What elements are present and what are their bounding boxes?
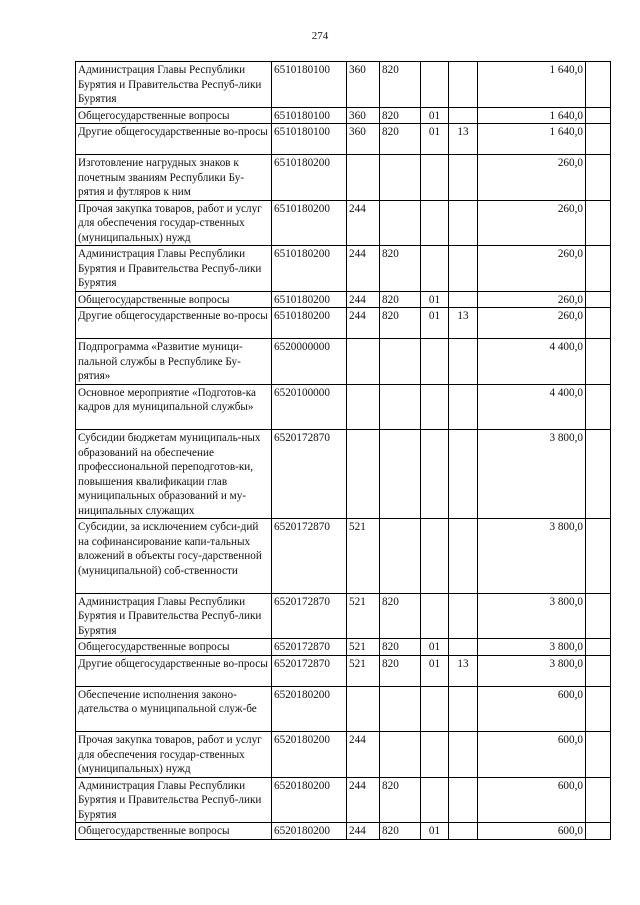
- row-sum-cell: 3 800,0: [478, 519, 586, 594]
- row-pr-cell: [449, 107, 478, 124]
- row-name-cell: Прочая закупка товаров, работ и услуг для обеспечения государ-ственных (муниципальных) нужд: [76, 200, 272, 246]
- row-sum-cell: 600,0: [478, 686, 586, 732]
- row-rz-cell: [421, 200, 449, 246]
- row-rz-cell: [421, 62, 449, 108]
- row-sum-cell: 600,0: [478, 777, 586, 823]
- row-csr-cell: 6510180100: [272, 107, 347, 124]
- table-row: [76, 62, 611, 108]
- row-name-cell: Субсидии бюджетам муниципаль-ных образований на обеспечение профессиональной переподготов-ки, повышения квалификации глав муниципальных образований и му-ниципальных служащих: [76, 430, 272, 519]
- row-sum-cell: 260,0: [478, 291, 586, 308]
- row-vr-cell: 521: [347, 519, 380, 594]
- row-empty-cell: [586, 823, 611, 840]
- row-pr-cell: [449, 639, 478, 656]
- table-row: [76, 291, 611, 308]
- table-row: [76, 107, 611, 124]
- row-empty-cell: [586, 246, 611, 292]
- row-csr-cell: 6510180100: [272, 124, 347, 155]
- row-empty-cell: [586, 339, 611, 385]
- row-csr-cell: 6510180100: [272, 62, 347, 108]
- row-name-cell: Администрация Главы Республики Бурятия и Правительства Респуб-лики Бурятия: [76, 593, 272, 639]
- row-name-cell: Подпрограмма «Развитие муници-пальной службы в Республике Бу-рятия»: [76, 339, 272, 385]
- table-body: [76, 62, 611, 840]
- row-name-cell: Общегосударственные вопросы: [76, 639, 272, 656]
- row-sum-cell: 3 800,0: [478, 639, 586, 656]
- row-csr-cell: 6520172870: [272, 593, 347, 639]
- row-grbs-cell: 820: [380, 124, 421, 155]
- row-rz-cell: [421, 384, 449, 430]
- table-row: [76, 339, 611, 385]
- row-pr-cell: [449, 200, 478, 246]
- row-vr-cell: 360: [347, 107, 380, 124]
- row-pr-cell: [449, 732, 478, 778]
- row-name-cell: Основное мероприятие «Подготов-ка кадров для муниципальной службы»: [76, 384, 272, 430]
- row-vr-cell: 521: [347, 593, 380, 639]
- row-csr-cell: 6520180200: [272, 732, 347, 778]
- row-empty-cell: [586, 62, 611, 108]
- row-vr-cell: 244: [347, 200, 380, 246]
- row-grbs-cell: [380, 384, 421, 430]
- row-rz-cell: 01: [421, 308, 449, 339]
- row-grbs-cell: 820: [380, 62, 421, 108]
- row-sum-cell: 1 640,0: [478, 62, 586, 108]
- row-pr-cell: [449, 777, 478, 823]
- row-sum-cell: 600,0: [478, 732, 586, 778]
- row-empty-cell: [586, 384, 611, 430]
- row-grbs-cell: 820: [380, 107, 421, 124]
- row-empty-cell: [586, 519, 611, 594]
- row-name-cell: Другие общегосударственные во-просы: [76, 308, 272, 339]
- row-name-cell: Обеспечение исполнения законо-дательства о муниципальной служ-бе: [76, 686, 272, 732]
- row-pr-cell: [449, 823, 478, 840]
- row-rz-cell: [421, 246, 449, 292]
- row-grbs-cell: 820: [380, 593, 421, 639]
- table-row: [76, 639, 611, 656]
- table-row: [76, 655, 611, 686]
- row-sum-cell: 4 400,0: [478, 339, 586, 385]
- row-grbs-cell: [380, 339, 421, 385]
- row-empty-cell: [586, 430, 611, 519]
- table-row: [76, 430, 611, 519]
- row-csr-cell: 6510180200: [272, 155, 347, 201]
- row-sum-cell: 260,0: [478, 308, 586, 339]
- row-grbs-cell: [380, 686, 421, 732]
- row-empty-cell: [586, 107, 611, 124]
- row-grbs-cell: [380, 200, 421, 246]
- row-vr-cell: [347, 384, 380, 430]
- row-csr-cell: 6520180200: [272, 823, 347, 840]
- row-sum-cell: 1 640,0: [478, 107, 586, 124]
- budget-table: [75, 61, 611, 840]
- row-empty-cell: [586, 291, 611, 308]
- row-empty-cell: [586, 308, 611, 339]
- row-pr-cell: [449, 686, 478, 732]
- row-sum-cell: 260,0: [478, 246, 586, 292]
- row-vr-cell: [347, 339, 380, 385]
- row-name-cell: Общегосударственные вопросы: [76, 107, 272, 124]
- row-rz-cell: [421, 777, 449, 823]
- row-sum-cell: 3 800,0: [478, 655, 586, 686]
- row-rz-cell: 01: [421, 823, 449, 840]
- row-vr-cell: [347, 686, 380, 732]
- row-grbs-cell: [380, 519, 421, 594]
- table-row: [76, 777, 611, 823]
- row-rz-cell: 01: [421, 655, 449, 686]
- row-name-cell: Прочая закупка товаров, работ и услуг для обеспечения государ-ственных (муниципальных) нужд: [76, 732, 272, 778]
- row-empty-cell: [586, 124, 611, 155]
- row-grbs-cell: 820: [380, 823, 421, 840]
- row-name-cell: Администрация Главы Республики Бурятия и Правительства Респуб-лики Бурятия: [76, 62, 272, 108]
- row-grbs-cell: [380, 430, 421, 519]
- row-pr-cell: 13: [449, 655, 478, 686]
- row-empty-cell: [586, 155, 611, 201]
- row-csr-cell: 6510180200: [272, 308, 347, 339]
- row-empty-cell: [586, 200, 611, 246]
- row-grbs-cell: [380, 732, 421, 778]
- row-pr-cell: 13: [449, 308, 478, 339]
- row-csr-cell: 6520172870: [272, 639, 347, 656]
- row-grbs-cell: 820: [380, 291, 421, 308]
- row-csr-cell: 6510180200: [272, 291, 347, 308]
- row-rz-cell: [421, 593, 449, 639]
- row-pr-cell: [449, 519, 478, 594]
- row-vr-cell: 244: [347, 777, 380, 823]
- row-rz-cell: [421, 519, 449, 594]
- row-sum-cell: 600,0: [478, 823, 586, 840]
- row-grbs-cell: [380, 155, 421, 201]
- row-name-cell: Общегосударственные вопросы: [76, 823, 272, 840]
- row-pr-cell: [449, 246, 478, 292]
- row-vr-cell: 244: [347, 308, 380, 339]
- row-csr-cell: 6510180200: [272, 246, 347, 292]
- row-empty-cell: [586, 593, 611, 639]
- row-csr-cell: 6510180200: [272, 200, 347, 246]
- row-sum-cell: 1 640,0: [478, 124, 586, 155]
- row-rz-cell: 01: [421, 107, 449, 124]
- row-vr-cell: 244: [347, 732, 380, 778]
- row-csr-cell: 6520172870: [272, 655, 347, 686]
- row-sum-cell: 260,0: [478, 200, 586, 246]
- row-csr-cell: 6520172870: [272, 430, 347, 519]
- row-vr-cell: [347, 155, 380, 201]
- row-csr-cell: 6520172870: [272, 519, 347, 594]
- row-sum-cell: 3 800,0: [478, 593, 586, 639]
- row-name-cell: Общегосударственные вопросы: [76, 291, 272, 308]
- row-name-cell: Другие общегосударственные во-просы: [76, 124, 272, 155]
- row-rz-cell: 01: [421, 639, 449, 656]
- row-empty-cell: [586, 639, 611, 656]
- row-name-cell: Изготовление нагрудных знаков к почетным званиям Республики Бу-рятия и футляров к ним: [76, 155, 272, 201]
- row-pr-cell: [449, 62, 478, 108]
- row-pr-cell: [449, 155, 478, 201]
- row-sum-cell: 3 800,0: [478, 430, 586, 519]
- row-vr-cell: [347, 430, 380, 519]
- row-grbs-cell: 820: [380, 639, 421, 656]
- row-csr-cell: 6520000000: [272, 339, 347, 385]
- row-name-cell: Администрация Главы Республики Бурятия и Правительства Респуб-лики Бурятия: [76, 246, 272, 292]
- row-grbs-cell: 820: [380, 246, 421, 292]
- row-empty-cell: [586, 655, 611, 686]
- row-pr-cell: [449, 339, 478, 385]
- row-vr-cell: 360: [347, 62, 380, 108]
- table-row: [76, 200, 611, 246]
- row-rz-cell: [421, 430, 449, 519]
- row-pr-cell: [449, 291, 478, 308]
- row-csr-cell: 6520180200: [272, 777, 347, 823]
- row-name-cell: Администрация Главы Республики Бурятия и Правительства Респуб-лики Бурятия: [76, 777, 272, 823]
- table-row: [76, 246, 611, 292]
- row-pr-cell: [449, 384, 478, 430]
- table-row: [76, 593, 611, 639]
- table-row: [76, 686, 611, 732]
- row-rz-cell: [421, 339, 449, 385]
- row-pr-cell: [449, 593, 478, 639]
- row-vr-cell: 244: [347, 246, 380, 292]
- row-vr-cell: 521: [347, 639, 380, 656]
- row-csr-cell: 6520100000: [272, 384, 347, 430]
- table-row: [76, 823, 611, 840]
- row-empty-cell: [586, 686, 611, 732]
- row-name-cell: Другие общегосударственные во-просы: [76, 655, 272, 686]
- row-vr-cell: 244: [347, 291, 380, 308]
- row-pr-cell: [449, 430, 478, 519]
- row-rz-cell: 01: [421, 291, 449, 308]
- row-empty-cell: [586, 732, 611, 778]
- row-grbs-cell: 820: [380, 308, 421, 339]
- table-row: [76, 308, 611, 339]
- table-row: [76, 124, 611, 155]
- row-csr-cell: 6520180200: [272, 686, 347, 732]
- row-rz-cell: [421, 686, 449, 732]
- row-rz-cell: [421, 732, 449, 778]
- page-number: 274: [311, 30, 329, 42]
- row-pr-cell: 13: [449, 124, 478, 155]
- table-row: [76, 519, 611, 594]
- row-sum-cell: 4 400,0: [478, 384, 586, 430]
- row-vr-cell: 360: [347, 124, 380, 155]
- table-row: [76, 155, 611, 201]
- row-grbs-cell: 820: [380, 655, 421, 686]
- row-grbs-cell: 820: [380, 777, 421, 823]
- table-row: [76, 384, 611, 430]
- row-name-cell: Субсидии, за исключением субси-дий на софинансирование капи-тальных вложений в объекты госу-дарственной (муниципальной) соб-ственности: [76, 519, 272, 594]
- table-row: [76, 732, 611, 778]
- row-rz-cell: [421, 155, 449, 201]
- row-rz-cell: 01: [421, 124, 449, 155]
- row-sum-cell: 260,0: [478, 155, 586, 201]
- row-vr-cell: 244: [347, 823, 380, 840]
- row-vr-cell: 521: [347, 655, 380, 686]
- row-empty-cell: [586, 777, 611, 823]
